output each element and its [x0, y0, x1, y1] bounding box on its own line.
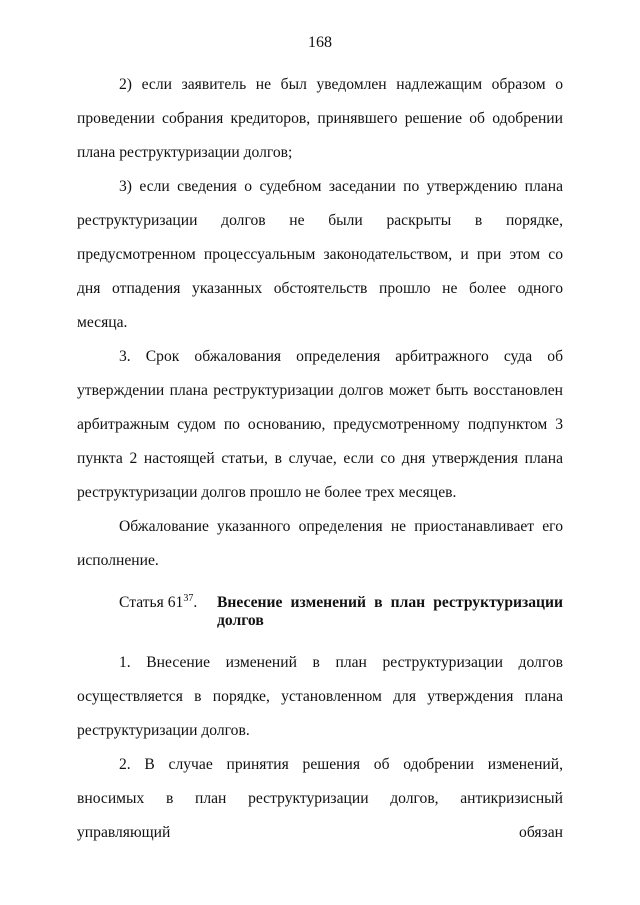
paragraph-point-3: 3. Срок обжалования определения арбитражного суда об утверждении плана реструктуризации долгов может быть восстановлен арбитражным судом по основанию, предусмотренному подпунктом 3 пункта 2 настоящей статьи, в случае, если со дня утверждения плана реструктуризации долгов прошло не более трех месяцев. [77, 348, 563, 501]
article-superscript: 37 [183, 592, 194, 604]
paragraph-point-1: 1. Внесение изменений в план реструктуризации долгов осуществляется в порядке, установленном для утверждения плана реструктуризации долгов. [77, 654, 563, 739]
paragraph-point-2: 2. В случае принятия решения об одобрении изменений, вносимых в план реструктуризации долгов, антикризисный управляющий обязан [77, 756, 563, 841]
article-heading [77, 594, 563, 630]
article-label: Статья $61^{37}$. [119, 592, 198, 611]
page-number: 168 [308, 34, 332, 51]
paragraph-item-2: 2) если заявитель не был уведомлен надлежащим образом о проведении собрания кредиторов, принявшего решение об одобрении плана реструктуризации долгов; [77, 76, 563, 161]
article-title: Внесение изменений в план реструктуризации долгов [217, 594, 563, 629]
paragraph-appeal-note: Обжалование указанного определения не приостанавливает его исполнение. [77, 518, 563, 569]
paragraph-item-3: 3) если сведения о судебном заседании по утверждению плана реструктуризации долгов не были раскрыты в порядке, предусмотренном процессуальным законодательством, и при этом со дня отпадения указанных обстоятельств прошло не более одного месяца. [77, 178, 563, 331]
body-text [77, 68, 563, 850]
